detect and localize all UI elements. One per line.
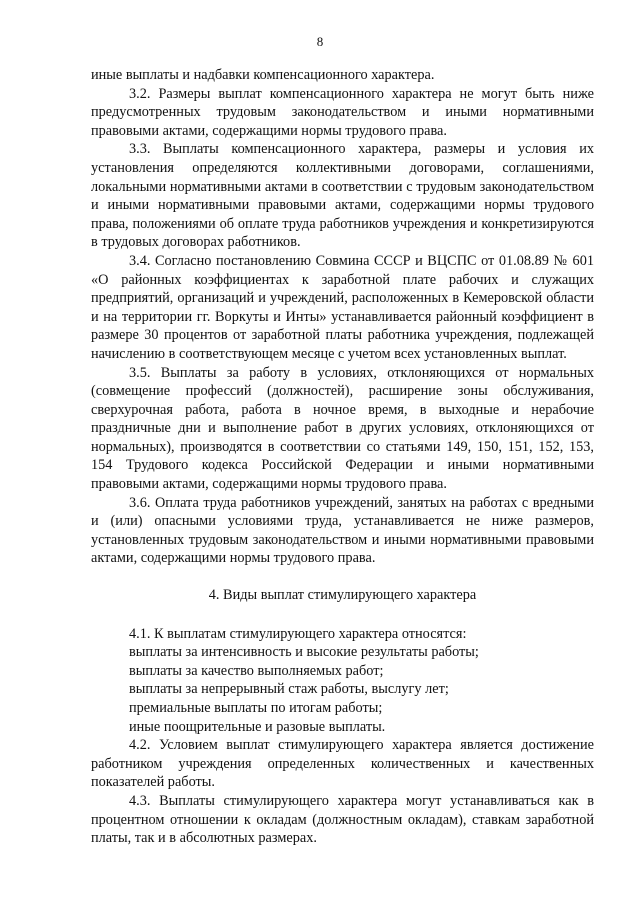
list-item: выплаты за интенсивность и высокие результаты работы; [129, 644, 479, 661]
list-item: выплаты за непрерывный стаж работы, выслугу лет; [129, 681, 449, 698]
paragraph-4-3: 4.3. Выплаты стимулирующего характера могут устанавливаться как в процентном отношении к окладам (должностным окладам), ставкам заработной платы, так и в абсолютных размерах. [91, 792, 594, 847]
paragraph-4-1: 4.1. К выплатам стимулирующего характера относятся: [129, 625, 467, 642]
document-body [91, 66, 594, 848]
paragraph-4-2: 4.2. Условием выплат стимулирующего характера является достижение работником учреждения определенных количественных и качественных показателей работы. [91, 737, 594, 791]
paragraph-3-6: 3.6. Оплата труда работников учреждений, занятых на работах с вредными и (или) опасными условиями труда, устанавливается не ниже размеров, установленных трудовым законодательством и иными нормативными правовыми актами, содержащими нормы трудового права. [91, 494, 594, 567]
paragraph-3-3: 3.3. Выплаты компенсационного характера, размеры и условия их установления определяются коллективными договорами, соглашениями, локальными нормативными актами в соответствии с трудовым законодательством и иными нормативными правовыми актами, содержащими нормы трудового права, положениями об оплате труда работников учреждения и конкретизируются в трудовых договорах работников. [91, 141, 594, 251]
paragraph-3-4: 3.4. Согласно постановлению Совмина СССР и ВЦСПС от 01.08.89 № 601 «О районных коэффициентах к заработной плате рабочих и служащих предприятий, организаций и учреждений, расположенных в Кемеровской области и на территории гг. Воркуты и Инты» устанавливается районный коэффициент в размере 30 процентов от заработной платы работника учреждения, подлежащей начислению в соответствующем месяце с учетом всех установленных выплат. [91, 252, 594, 362]
paragraph-3-5: 3.5. Выплаты за работу в условиях, отклоняющихся от нормальных (совмещение профессий (должностей), расширение зоны обслуживания, сверхурочная работа, работа в ночное время, в выходные и нерабочие праздничные дни и выполнение работ в других условиях, отклоняющихся от нормальных), производятся в соответствии со статьями 149, 150, 151, 152, 153, 154 Трудового кодекса Российской Федерации и иными нормативными правовыми актами, содержащими нормы трудового права. [91, 364, 594, 493]
paragraph-continuation: иные выплаты и надбавки компенсационного характера. [91, 67, 435, 83]
page-number: 8 [316, 34, 324, 49]
list-item: премиальные выплаты по итогам работы; [129, 700, 383, 716]
paragraph-3-2: 3.2. Размеры выплат компенсационного характера не могут быть ниже предусмотренных трудовым законодательством и иными нормативными правовыми актами, содержащими нормы трудового права. [91, 85, 594, 139]
list-item: выплаты за качество выполняемых работ; [129, 662, 384, 679]
list-item: иные поощрительные и разовые выплаты. [129, 718, 386, 735]
section-heading: 4. Виды выплат стимулирующего характера [208, 587, 477, 604]
